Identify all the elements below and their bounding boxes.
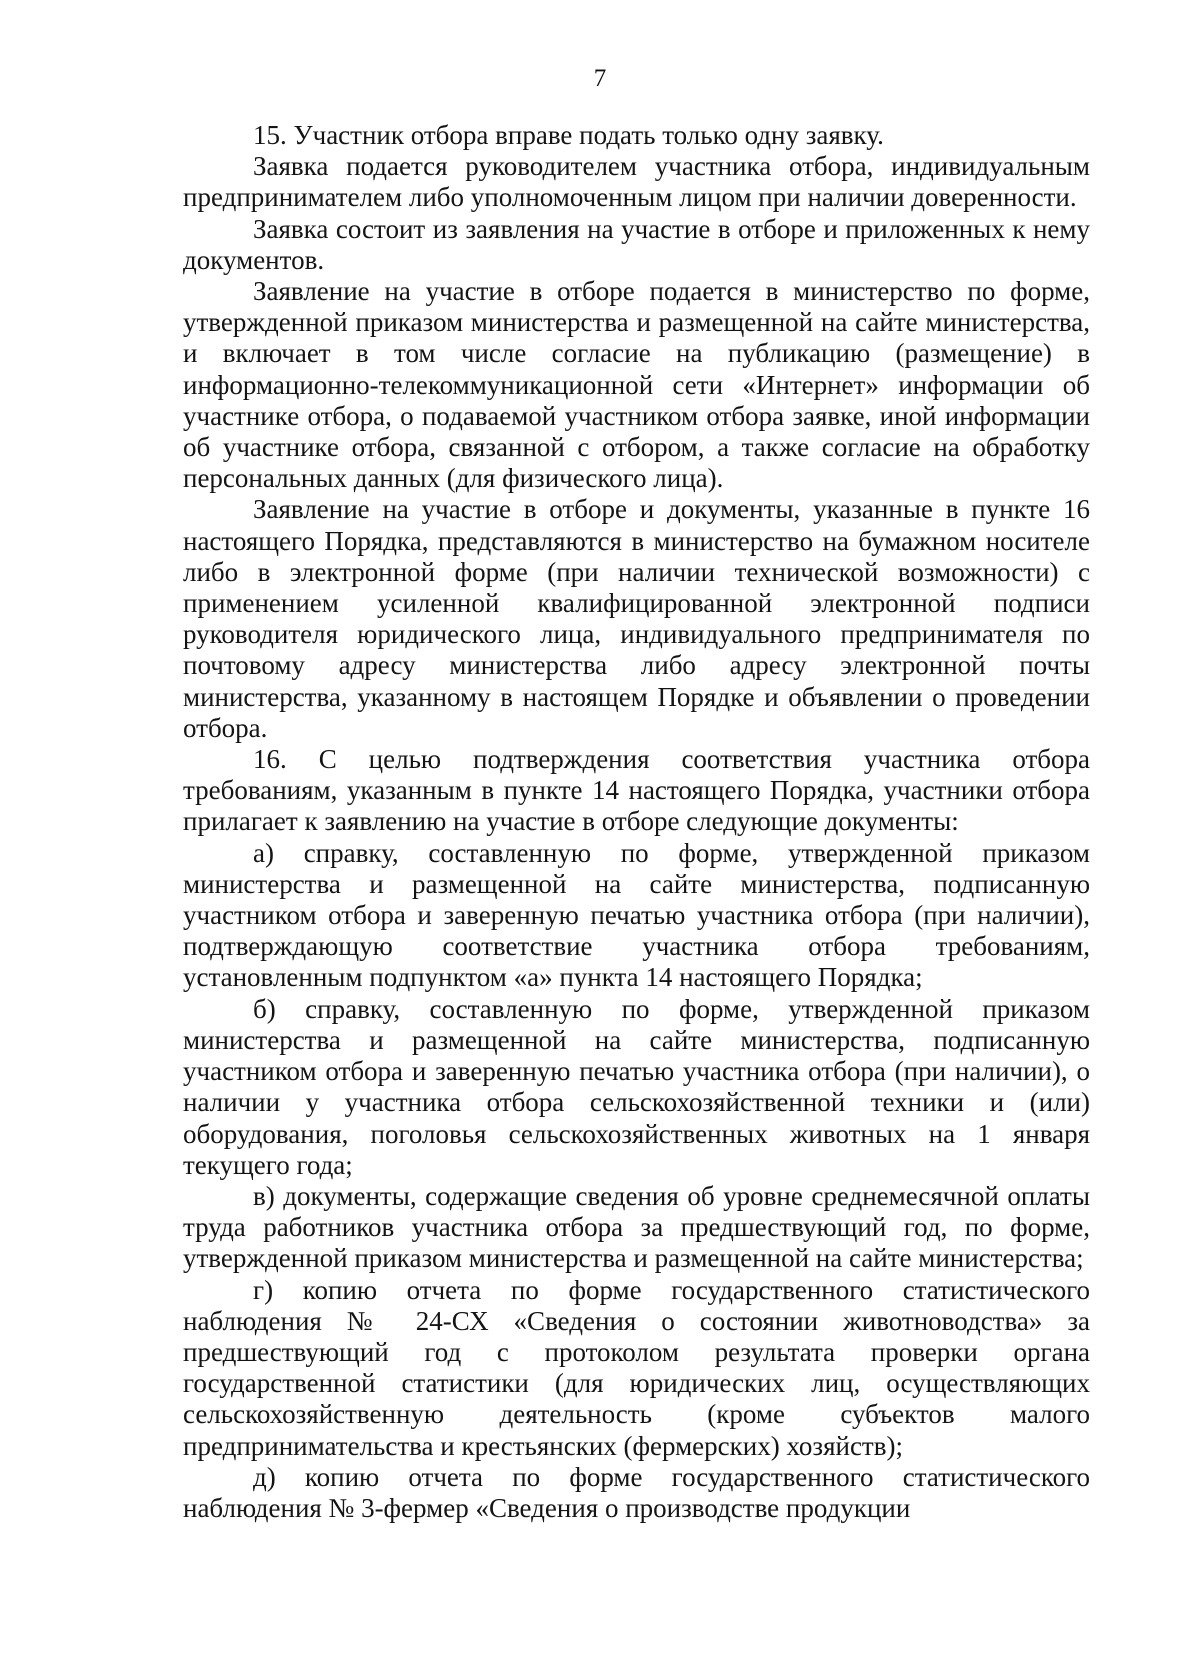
paragraph-application-composition: Заявка состоит из заявления на участие в отборе и приложенных к нему документов. — [183, 213, 1090, 275]
page-number: 7 — [593, 65, 607, 92]
paragraph-15-intro: 15. Участник отбора вправе подать только одну заявку. — [253, 120, 884, 150]
list-item-v: в) документы, содержащие сведения об уровне среднемесячной оплаты труда работников участника отбора за предшествующий год, по форме, утвержденной приказом министерства и размещенной на сайте министерства; — [183, 1180, 1090, 1274]
paragraph-application-form: Заявление на участие в отборе подается в министерство по форме, утвержденной приказом министерства и размещенной на сайте министерства, и включает в том числе согласие на публикацию (размещение) в информационно-телекоммуникационной сети «Интернет» информации об участнике отбора, о подаваемой участником отбора заявке, иной информации об участнике отбора, связанной с отбором, а также согласие на обработку персональных данных (для физического лица). — [183, 276, 1090, 494]
list-item-a: а) справку, составленную по форме, утвержденной приказом министерства и размещенной на сайте министерства, подписанную участником отбора и заверенную печатью участника отбора (при наличии), подтверждающую соответствие участника отбора требованиям, установленным подпунктом «а» пункта 14 настоящего Порядка; — [183, 837, 1090, 993]
list-item-d: д) копию отчета по форме государственного статистического наблюдения № 3-фермер «Сведения о производстве продукции — [183, 1461, 1090, 1523]
paragraph-16-intro: 16. С целью подтверждения соответствия участника отбора требованиям, указанным в пункте 14 настоящего Порядка, участники отбора прилагает к заявлению на участие в отборе следующие документы: — [183, 744, 1090, 837]
paragraph-application-submitter: Заявка подается руководителем участника отбора, индивидуальным предпринимателем либо уполномоченным лицом при наличии доверенности. — [183, 151, 1090, 213]
paragraph-submission-method: Заявление на участие в отборе и документы, указанные в пункте 16 настоящего Порядка, представляются в министерство на бумажном носителе либо в электронной форме (при наличии технической возможности) с применением усиленной квалифицированной электронной подписи руководителя юридического лица, индивидуального предпринимателя по почтовому адресу министерства либо адресу электронной почты министерства, указанному в настоящем Порядке и объявлении о проведении отбора. — [183, 494, 1090, 743]
document-body — [183, 120, 1090, 1524]
list-item-b: б) справку, составленную по форме, утвержденной приказом министерства и размещенной на сайте министерства, подписанную участником отбора и заверенную печатью участника отбора (при наличии), о наличии у участника отбора сельскохозяйственной техники и (или) оборудования, поголовья сельскохозяйственных животных на 1 января текущего года; — [183, 993, 1090, 1180]
list-item-g: г) копию отчета по форме государственного статистического наблюдения № 24-СХ «Сведения о состоянии животноводства» за предшествующий год с протоколом результата проверки органа государственной статистики (для юридических лиц, осуществляющих сельскохозяйственную деятельность (кроме субъектов малого предпринимательства и крестьянских (фермерских) хозяйств); — [183, 1274, 1090, 1461]
